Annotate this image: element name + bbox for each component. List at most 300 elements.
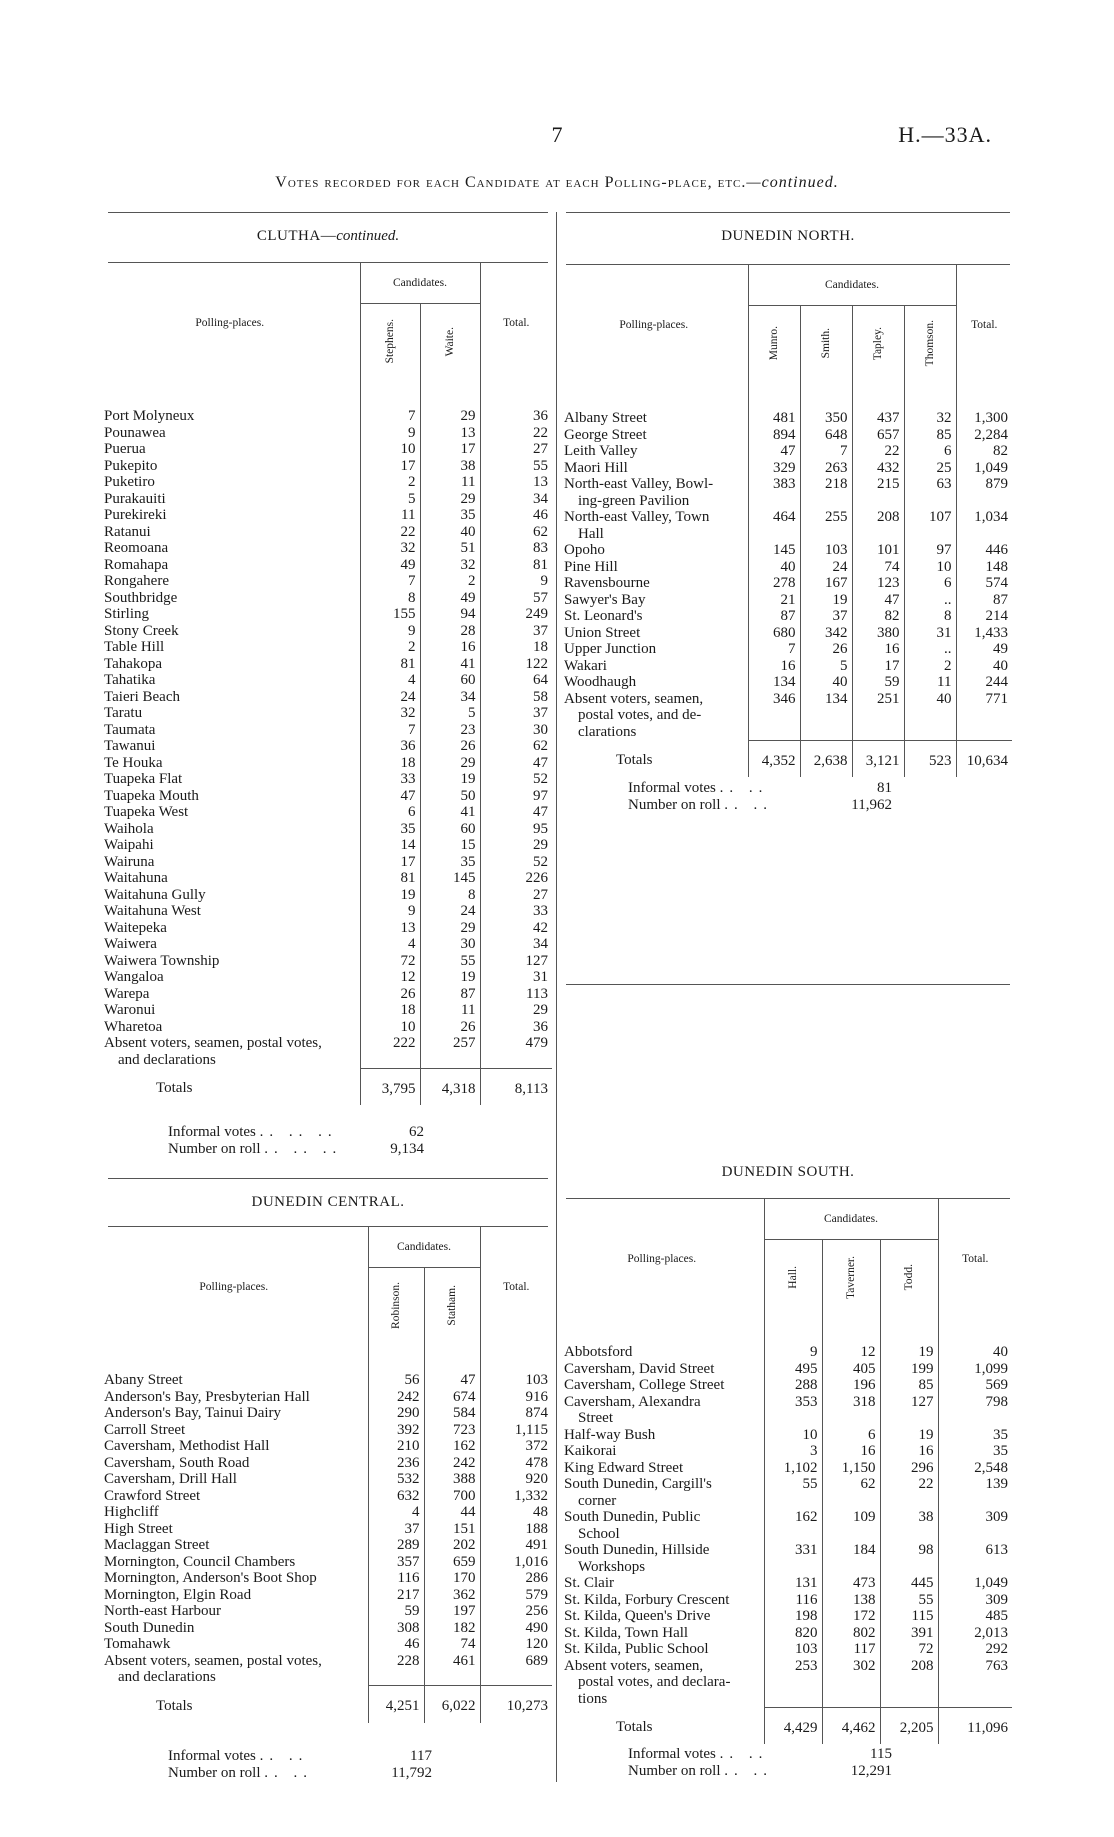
table-row [560,1460,1012,1477]
polling-place-name: Waihola [104,820,154,837]
clutha-title-continued: continued. [336,228,400,244]
candidate-total: 4,429 [764,1707,822,1744]
candidate-name: Stephens. [383,319,396,364]
candidate-name: Waite. [443,326,456,356]
row-total: 214 [956,608,1012,625]
candidate-votes: 10 [904,559,956,576]
polling-place [100,1554,368,1571]
candidate-votes: 11 [904,674,956,691]
row-total: 30 [480,722,552,739]
candidate-name: Munro. [767,326,780,361]
south-title: DUNEDIN SOUTH. [721,1164,855,1180]
table-row [100,1504,552,1521]
candidate-votes: 47 [424,1348,480,1389]
polling-place [100,1488,368,1505]
row-total: 188 [480,1521,552,1538]
central-roll-label: Number on roll .. .. [168,1765,313,1781]
candidate-votes: 49 [360,557,420,574]
polling-place [100,1521,368,1538]
table-row [100,507,552,524]
row-total: 1,016 [480,1554,552,1571]
polling-place-name-continued: Street [578,1410,613,1426]
polling-place-name: North-east Harbour [104,1603,222,1619]
polling-place-name: Rongahere [104,573,169,589]
candidate-votes: 196 [822,1377,880,1394]
candidate-total: 2,638 [800,740,852,777]
candidate-votes: 6 [904,443,956,460]
polling-place [100,623,360,640]
table-row [100,722,552,739]
row-total: 689 [480,1653,552,1686]
candidate-votes: 12 [360,969,420,986]
table-row [100,1471,552,1488]
north-informal-label: Informal votes .. .. [628,780,769,796]
polling-places-header: Polling-places. [627,1253,697,1266]
candidate-votes: 723 [424,1422,480,1439]
table-row [100,1653,552,1686]
central-informal-label: Informal votes .. .. [168,1748,309,1764]
candidate-name-header [822,1240,880,1321]
candidate-name-header [880,1240,938,1321]
totals-label: Totals [156,1080,193,1096]
candidate-votes: 7 [748,641,800,658]
polling-place-name: Waitahuna Gully [104,886,206,903]
candidate-votes: 2 [360,639,420,656]
candidate-votes: 162 [424,1438,480,1455]
row-total: 103 [480,1348,552,1389]
row-total: 48 [480,1504,552,1521]
polling-place-name-continued: tions [578,1690,608,1707]
north-results-table [560,265,1012,777]
candidate-votes: 2 [420,573,480,590]
candidate-votes: 10 [360,1019,420,1036]
candidate-votes: 15 [420,837,480,854]
row-total: 52 [480,771,552,788]
polling-place [100,969,360,986]
polling-place [100,936,360,953]
polling-place-name: Taratu [104,705,143,721]
table-row [100,887,552,904]
page-title-continued: —continued. [746,174,839,191]
candidate-votes: 38 [420,458,480,475]
clutha-top-rule [108,212,548,213]
candidate-votes: 85 [904,427,956,444]
candidate-votes: 208 [880,1658,938,1708]
candidate-votes: 19 [360,887,420,904]
candidate-votes: 802 [822,1625,880,1642]
row-total: 82 [956,443,1012,460]
polling-place-name: Absent voters, seamen, postal votes, [104,1035,322,1051]
table-row [100,1636,552,1653]
polling-place-name-continued: corner [578,1492,617,1509]
candidate-name: Smith. [819,328,832,359]
polling-place [100,837,360,854]
row-total: 31 [480,969,552,986]
document-reference: H.—33A. [898,122,992,147]
row-total: 485 [938,1608,1012,1625]
candidate-votes: 263 [800,460,852,477]
polling-place [560,542,748,559]
row-total: 1,049 [956,460,1012,477]
polling-place-name: Tuapeka Mouth [104,787,199,804]
polling-place [100,491,360,508]
polling-place [100,1019,360,1036]
candidate-votes: 383 [748,476,800,509]
candidate-votes: 10 [764,1427,822,1444]
candidate-votes: 51 [420,540,480,557]
south-informal-label: Informal votes .. .. [628,1746,769,1762]
polling-place-name: St. Clair [564,1575,615,1591]
table-row [560,460,1012,477]
candidate-votes: 8 [360,590,420,607]
candidate-votes: 127 [880,1394,938,1427]
table-row [100,573,552,590]
table-row [560,443,1012,460]
polling-place [100,1035,360,1068]
informal-label-text: Informal votes [168,1748,256,1764]
candidate-votes: 2 [904,658,956,675]
totals-row [560,1707,1012,1744]
polling-place-name: North-east Valley, Bowl- [564,476,714,492]
candidate-votes: 32 [360,540,420,557]
candidate-votes: 29 [420,755,480,772]
polling-place [100,804,360,821]
polling-place [100,854,360,871]
candidates-header: Candidates. [748,265,956,306]
polling-place-name-continued: clarations [578,723,637,740]
candidate-votes: 85 [880,1377,938,1394]
table-row [560,1542,1012,1575]
row-total: 613 [938,1542,1012,1575]
polling-place-name: Waitepeka [104,919,167,936]
row-total: 52 [480,854,552,871]
polling-place [560,1476,764,1509]
candidate-votes: 116 [368,1570,424,1587]
table-row [100,771,552,788]
polling-place [100,755,360,772]
candidate-votes: 331 [764,1542,822,1575]
polling-place-name-continued: School [578,1525,620,1542]
candidate-votes: 405 [822,1361,880,1378]
polling-place [100,986,360,1003]
table-row [100,1422,552,1439]
row-total: 29 [480,1002,552,1019]
row-total: 286 [480,1570,552,1587]
table-row [100,458,552,475]
candidate-votes: 22 [880,1476,938,1509]
candidate-votes: 123 [852,575,904,592]
row-total: 569 [938,1377,1012,1394]
candidate-votes: 162 [764,1509,822,1542]
candidate-votes: 47 [360,788,420,805]
clutha-informal-value: 62 [409,1124,424,1140]
polling-place-name: Tuapeka Flat [104,771,183,787]
table-row [560,1608,1012,1625]
candidate-votes: 26 [360,986,420,1003]
polling-place [560,1460,764,1477]
table-row [100,1603,552,1620]
polling-place-name: Purekireki [104,507,167,523]
polling-place [100,524,360,541]
polling-place [100,1348,368,1389]
row-total: 40 [938,1320,1012,1361]
polling-place [560,1542,764,1575]
table-row [100,491,552,508]
table-row [100,1537,552,1554]
polling-place-name: Ratanui [104,523,151,540]
candidate-votes: 35 [420,507,480,524]
candidate-votes: 55 [880,1592,938,1609]
polling-place-name: Absent voters, seamen, [564,690,704,707]
row-total: 87 [956,592,1012,609]
row-total: 33 [480,903,552,920]
polling-place [100,384,360,425]
table-row [560,1476,1012,1509]
candidate-votes: 82 [852,608,904,625]
polling-place-name: North-east Valley, Town [564,509,710,525]
candidate-votes: 4 [360,672,420,689]
polling-place [100,425,360,442]
row-total: 574 [956,575,1012,592]
polling-place [560,476,748,509]
informal-label-text: Informal votes [628,1746,716,1762]
candidates-header: Candidates. [368,1227,480,1268]
table-row [100,903,552,920]
candidate-votes: 167 [800,575,852,592]
candidate-votes: 4 [360,936,420,953]
table-row [100,936,552,953]
candidate-votes: 33 [360,771,420,788]
candidate-votes: 23 [420,722,480,739]
candidate-votes: 632 [368,1488,424,1505]
polling-place [100,474,360,491]
polling-place-name: Anderson's Bay, Presbyterian Hall [104,1388,310,1405]
table-row [100,804,552,821]
polling-place [100,656,360,673]
row-total: 1,433 [956,625,1012,642]
candidate-votes: 17 [852,658,904,675]
candidate-votes: 72 [360,953,420,970]
total-header: Total. [480,263,552,384]
candidate-votes: 16 [748,658,800,675]
polling-place-name: Anderson's Bay, Tainui Dairy [104,1405,282,1421]
table-row [560,658,1012,675]
candidate-votes: 820 [764,1625,822,1642]
polling-place [560,1658,764,1708]
row-total: 491 [480,1537,552,1554]
table-row [100,705,552,722]
candidate-votes: 40 [420,524,480,541]
table-row [560,1394,1012,1427]
row-total: 27 [480,887,552,904]
polling-place [560,386,748,427]
candidate-votes: 55 [420,953,480,970]
candidate-votes: 29 [420,920,480,937]
candidate-votes: 473 [822,1575,880,1592]
row-total: 2,013 [938,1625,1012,1642]
clutha-results-table [100,263,552,1105]
polling-place [560,674,748,691]
candidate-votes: 35 [420,854,480,871]
polling-place [560,1592,764,1609]
candidate-votes: 47 [748,443,800,460]
candidate-votes: 215 [852,476,904,509]
candidate-total: 3,795 [360,1068,420,1105]
candidate-votes: 2 [360,474,420,491]
polling-place-name: Wangaloa [104,969,164,985]
grand-total: 10,634 [956,740,1012,777]
polling-place-name-continued: and declarations [118,1051,216,1068]
polling-place [100,1389,368,1406]
candidate-votes: 532 [368,1471,424,1488]
candidate-name: Todd. [902,1264,915,1291]
candidate-votes: 11 [360,507,420,524]
candidate-votes: 32 [904,386,956,427]
polling-place [100,458,360,475]
candidate-votes: 26 [420,738,480,755]
candidate-votes: 47 [852,592,904,609]
polling-place-name: Waiwera Township [104,952,220,969]
candidate-total: 4,318 [420,1068,480,1105]
table-row [560,1377,1012,1394]
polling-place-name: Tahakopa [104,655,163,672]
polling-place [100,1653,368,1686]
candidate-votes: 87 [748,608,800,625]
candidate-votes: 13 [360,920,420,937]
candidate-votes: 329 [748,460,800,477]
candidate-votes: 648 [800,427,852,444]
polling-place [100,1455,368,1472]
polling-place-name: Caversham, Drill Hall [104,1471,237,1487]
row-total: 2,284 [956,427,1012,444]
polling-place-name: Southbridge [104,589,178,606]
table-row [100,474,552,491]
polling-place-name: Opoho [564,542,605,558]
polling-place-name: Caversham, Methodist Hall [104,1438,270,1454]
row-total: 35 [938,1443,1012,1460]
south-roll-value: 12,291 [850,1763,892,1779]
polling-place [100,557,360,574]
candidate-votes: 464 [748,509,800,542]
polling-place-name: Absent voters, seamen, postal votes, [104,1652,322,1669]
candidate-votes: 19 [420,771,480,788]
roll-label-text: Number on roll [168,1765,261,1781]
polling-place-name: South Dunedin [104,1619,195,1636]
candidate-votes: 19 [880,1320,938,1361]
clutha-title-text: CLUTHA— [256,228,337,244]
row-total: 9 [480,573,552,590]
candidate-votes: 11 [420,474,480,491]
polling-place [100,771,360,788]
row-total: 479 [480,1035,552,1068]
polling-place-name: Waipahi [104,837,154,853]
grand-total: 11,096 [938,1707,1012,1744]
polling-place-name: South Dunedin, Cargill's [564,1476,712,1492]
candidate-votes: 362 [424,1587,480,1604]
polling-places-header: Polling-places. [195,317,265,330]
polling-place-name: Pukepito [104,457,158,474]
row-total: 22 [480,425,552,442]
candidate-votes: 59 [368,1603,424,1620]
candidate-votes: 34 [420,689,480,706]
candidate-votes: 391 [880,1625,938,1642]
page-title-main: Votes recorded for each Candidate at each Polling-place, etc. [275,174,747,191]
table-row [100,689,552,706]
polling-place-name: St. Kilda, Town Hall [564,1624,689,1641]
polling-place-name: Puketiro [104,474,155,490]
polling-places-header: Polling-places. [199,1281,269,1294]
north-roll-label: Number on roll .. .. [628,797,773,813]
table-row [560,1592,1012,1609]
north-bottom-rule [566,984,1010,985]
candidate-votes: 31 [904,625,956,642]
table-row [100,1348,552,1389]
candidate-votes: 40 [800,674,852,691]
candidate-votes: 37 [800,608,852,625]
polling-place [100,540,360,557]
table-row [100,1002,552,1019]
polling-place-name: Caversham, College Street [564,1377,725,1393]
polling-place [560,427,748,444]
candidate-votes: 50 [420,788,480,805]
polling-place-name: Stirling [104,606,150,622]
polling-place-name-continued: Hall [578,525,604,542]
table-row [100,1587,552,1604]
polling-place [100,1422,368,1439]
totals-row [560,740,1012,777]
table-row [100,920,552,937]
polling-places-header: Polling-places. [619,319,689,332]
polling-place-name: Sawyer's Bay [564,591,646,608]
polling-place [560,443,748,460]
candidate-total: 4,462 [822,1707,880,1744]
central-informal-value: 117 [410,1748,432,1764]
polling-place-name: Upper Junction [564,641,657,657]
polling-place [100,953,360,970]
row-total: 916 [480,1389,552,1406]
table-row [100,788,552,805]
polling-place [100,1504,368,1521]
polling-place-name: Maori Hill [564,459,628,476]
grand-total: 10,273 [480,1686,552,1723]
candidate-votes: 103 [800,542,852,559]
polling-place [100,1587,368,1604]
totals-label: Totals [156,1697,193,1714]
polling-place [560,509,748,542]
informal-label-text: Informal votes [628,780,716,796]
candidate-votes: 437 [852,386,904,427]
candidate-votes: 197 [424,1603,480,1620]
polling-place-name-continued: ing-green Pavilion [578,492,690,509]
candidate-votes: 236 [368,1455,424,1472]
candidate-votes: 445 [880,1575,938,1592]
candidate-votes: 116 [764,1592,822,1609]
polling-place [560,1443,764,1460]
candidate-votes: 170 [424,1570,480,1587]
polling-place [100,639,360,656]
candidate-total: 2,205 [880,1707,938,1744]
central-results-table [100,1227,552,1723]
table-row [560,1575,1012,1592]
polling-place [100,573,360,590]
table-row [100,639,552,656]
table-row [100,1019,552,1036]
polling-place-name: Tuapeka West [104,804,189,820]
candidate-total: 4,352 [748,740,800,777]
table-row [100,384,552,425]
candidate-votes: 5 [420,705,480,722]
polling-place-name: Absent voters, seamen, [564,1657,704,1674]
